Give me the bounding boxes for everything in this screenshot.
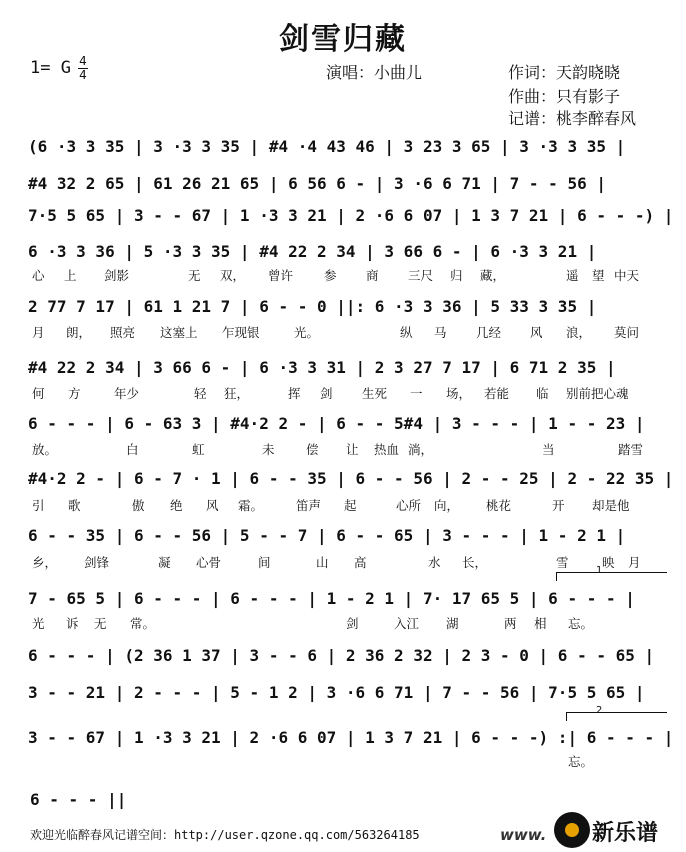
transcriber-credit: 记谱：桃李醉春风 (508, 109, 637, 128)
lyric: 白 (126, 442, 139, 457)
lyric: 曾许 (268, 268, 294, 283)
notation-row-10: 7 - 65 5 | 6 - - - | 6 - - - | 1 - 2 1 | 7· 17 65 5 | 6 - - - | (28, 589, 635, 608)
volta-second-number: 2 (596, 705, 603, 716)
lyric: 向， (434, 498, 460, 513)
lyric: 无 (188, 268, 201, 283)
lyric: 当 (542, 442, 555, 457)
lyric: 何 (32, 386, 45, 401)
lyric: 乍现银 (222, 325, 260, 340)
lyric: 遥 (566, 268, 579, 283)
lyric: 归 (450, 268, 463, 283)
lyric: 场， (446, 386, 472, 401)
lyric: 中天 (614, 268, 640, 283)
notation-row-5: 2 77 7 17 | 61 1 21 7 | 6 - - 0 ||: 6 ·3 3 36 | 5 33 3 35 | (28, 297, 597, 316)
lyric: 无 (94, 616, 107, 631)
lyric: 望 (592, 268, 605, 283)
notation-row-8: #4·2 2 - | 6 - 7 · 1 | 6 - - 35 | 6 - - 56 | 2 - - 25 | 2 - 22 35 | (28, 469, 674, 488)
lyric: 这塞上 (160, 325, 198, 340)
lyric: 两 (504, 616, 517, 631)
lyric: 水 (428, 555, 441, 570)
notation-row-9: 6 - - 35 | 6 - - 56 | 5 - - 7 | 6 - - 65 | 3 - - - | 1 - 2 1 | (28, 526, 626, 545)
lyric: 热血 (374, 442, 400, 457)
lyric: 桃花 (486, 498, 512, 513)
lyric: 心 (32, 268, 45, 283)
notation-row-7: 6 - - - | 6 - 63 3 | #4·2 2 - | 6 - - 5#4 | 3 - - - | 1 - - 23 | (28, 414, 645, 433)
lyric: 映 (602, 555, 615, 570)
lyric: 引 (32, 498, 45, 513)
lyric: 照亮 (110, 325, 136, 340)
lyric: 放。 (32, 442, 58, 457)
lyric: 方 (68, 386, 81, 401)
notation-row-14: 6 - - - || (30, 790, 127, 809)
lyric: 上 (64, 268, 77, 283)
lyric: 心所 (396, 498, 422, 513)
lyric: 剑影 (104, 268, 130, 283)
notation-row-13: 3 - - 67 | 1 ·3 3 21 | 2 ·6 6 07 | 1 3 7 21 | 6 - - -) :| 6 - - - | (28, 728, 674, 747)
logo-disc-icon (554, 812, 590, 848)
lyric: 开 (552, 498, 565, 513)
lyric: 风 (206, 498, 219, 513)
lyric: 凝 (158, 555, 171, 570)
lyric: 乡， (32, 555, 58, 570)
volta-second-bracket (566, 712, 667, 721)
lyric: 生死 (362, 386, 388, 401)
lyric: 霜。 (238, 498, 264, 513)
lyric: 莫问 (614, 325, 640, 340)
lyric: 轻 (194, 386, 207, 401)
lyric: 狂， (224, 386, 250, 401)
lyric: 长， (462, 555, 488, 570)
notation-row-3: 7·5 5 65 | 3 - - 67 | 1 ·3 3 21 | 2 ·6 6 07 | 1 3 7 21 | 6 - - -) | (28, 206, 674, 225)
lyric: 湖 (446, 616, 459, 631)
lyric: 几经 (476, 325, 502, 340)
lyric: 山 (316, 555, 329, 570)
lyric: 傲 (132, 498, 145, 513)
lyric: 间 (258, 555, 271, 570)
lyric: 风 (530, 325, 543, 340)
watermark-text: www. (500, 826, 547, 844)
lyric: 月 (32, 325, 45, 340)
lyric: 未 (262, 442, 275, 457)
lyric: 光。 (294, 325, 320, 340)
lyric: 纵 (400, 325, 413, 340)
lyric: 三尺 (408, 268, 434, 283)
lyric: 笛声 (296, 498, 322, 513)
lyric: 别前把心魂 (566, 386, 629, 401)
lyric: 相 (534, 616, 547, 631)
notation-row-12: 3 - - 21 | 2 - - - | 5 - 1 2 | 3 ·6 6 71 | 7 - - 56 | 7·5 5 65 | (28, 683, 645, 702)
lyric: 常。 (130, 616, 156, 631)
lyric: 起 (344, 498, 357, 513)
lyric: 剑 (346, 616, 359, 631)
lyric: 绝 (170, 498, 183, 513)
notation-row-2: #4 32 2 65 | 61 26 21 65 | 6 56 6 - | 3 ·6 6 71 | 7 - - 56 | (28, 174, 606, 193)
lyric: 朗， (66, 325, 92, 340)
lyric: 双， (220, 268, 246, 283)
lyric: 忘。 (568, 754, 594, 769)
time-sig-bottom: 4 (79, 68, 87, 82)
lyric: 挥 (288, 386, 301, 401)
lyric: 临 (536, 386, 549, 401)
lyric: 一 (410, 386, 423, 401)
lyric: 剑 (320, 386, 333, 401)
lyric: 偿 (306, 442, 319, 457)
singer-credit: 演唱：小曲儿 (326, 63, 423, 82)
lyric: 忘。 (568, 616, 594, 631)
key-signature: 1= G (30, 58, 71, 78)
volta-first-bracket (556, 572, 667, 581)
lyric: 剑锋 (84, 555, 110, 570)
logo-text: 新乐谱 (592, 821, 659, 846)
time-sig-top: 4 (79, 54, 87, 68)
time-signature (78, 56, 88, 81)
volta-first-number: 1 (596, 565, 603, 576)
lyric: 淌， (408, 442, 434, 457)
lyric: 光 (32, 616, 45, 631)
notation-row-6: #4 22 2 34 | 3 66 6 - | 6 ·3 3 31 | 2 3 27 7 17 | 6 71 2 35 | (28, 358, 616, 377)
lyric: 踏雪 (618, 442, 644, 457)
lyric: 入江 (394, 616, 420, 631)
lyric: 虹 (192, 442, 205, 457)
lyric: 却是他 (592, 498, 630, 513)
lyric: 月 (628, 555, 641, 570)
lyric: 让 (346, 442, 359, 457)
lyric: 参 (324, 268, 337, 283)
lyric: 藏， (480, 268, 506, 283)
lyricist-credit: 作词：天韵晓晓 (508, 63, 621, 82)
lyric: 诉 (66, 616, 79, 631)
footer-credit: 欢迎光临醉春风记谱空间：http://user.qzone.qq.com/563264185 (30, 828, 420, 842)
composer-credit: 作曲：只有影子 (508, 87, 621, 106)
lyric: 浪， (566, 325, 592, 340)
lyric: 歌 (68, 498, 81, 513)
lyric: 马 (434, 325, 447, 340)
lyric: 年少 (114, 386, 140, 401)
notation-row-4: 6 ·3 3 36 | 5 ·3 3 35 | #4 22 2 34 | 3 66 6 - | 6 ·3 3 21 | (28, 242, 597, 261)
lyric: 心骨 (196, 555, 222, 570)
lyric: 雪 (556, 555, 569, 570)
lyric: 高 (354, 555, 367, 570)
lyric: 若能 (484, 386, 510, 401)
notation-row-11: 6 - - - | (2 36 1 37 | 3 - - 6 | 2 36 2 32 | 2 3 - 0 | 6 - - 65 | (28, 646, 655, 665)
song-title: 剑雪归藏 (279, 22, 407, 57)
lyric: 商 (366, 268, 379, 283)
notation-row-1: (6 ·3 3 35 | 3 ·3 3 35 | #4 ·4 43 46 | 3 23 3 65 | 3 ·3 3 35 | (28, 137, 626, 156)
